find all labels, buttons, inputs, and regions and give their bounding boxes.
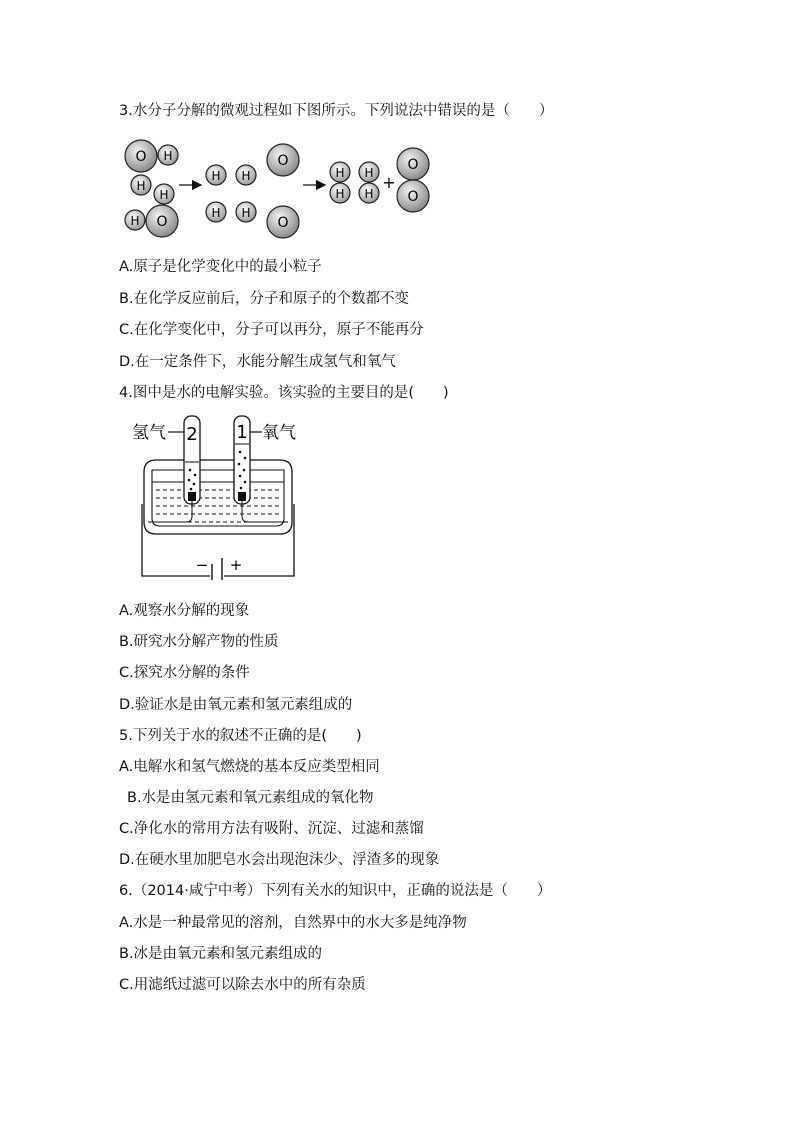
question-6-option-c: C.用滤纸过滤可以除去水中的所有杂质 [119,977,366,993]
negative-sign: − [195,556,209,574]
question-3-option-b: B.在化学反应前后，分子和原子的个数都不变 [119,291,410,307]
atom-label: H [364,187,374,201]
tube-number: 1 [236,422,248,443]
atom-label: H [211,206,221,220]
atom-label: O [156,214,168,230]
question-5-option-d: D.在硬水里加肥皂水会出现泡沫少、浮渣多的现象 [119,852,440,868]
atom-label: O [407,189,419,205]
atom-label: H [241,206,251,220]
atom-label: H [241,169,251,183]
product-molecules [330,148,429,212]
question-5-stem: 5.下列关于水的叙述不正确的是( ) [119,728,362,744]
question-5-option-b: B.水是由氢元素和氧元素组成的氧化物 [127,790,374,806]
question-4-option-c: C.探究水分解的条件 [119,665,250,681]
atom-label: H [136,179,146,193]
molecule-decomposition-figure [119,138,439,240]
electrode [238,492,246,501]
question-6-option-a: A.水是一种最常见的溶剂，自然界中的水大多是纯净物 [119,915,467,931]
atom-label: H [364,166,374,180]
question-4-option-b: B.研究水分解产物的性质 [119,634,279,650]
question-3-option-d: D.在一定条件下，水能分解生成氢气和氧气 [119,354,396,370]
question-3-option-c: C.在化学变化中，分子可以再分，原子不能再分 [119,322,424,338]
positive-sign: + [229,556,243,574]
electrode [188,492,196,501]
question-3-stem: 3.水分子分解的微观过程如下图所示。下列说法中错误的是（ ） [119,103,554,119]
water-molecules [125,140,178,237]
atom-label: H [335,187,345,201]
water-hatching [156,490,280,522]
question-4-option-a: A.观察水分解的现象 [119,603,250,619]
atom-label: H [163,149,173,163]
electrolysis-apparatus-figure [128,412,300,580]
atom-label: O [135,149,147,165]
water-trough [144,460,292,534]
question-5-option-a: A.电解水和氢气燃烧的基本反应类型相同 [119,759,380,775]
question-6-option-b: B.冰是由氧元素和氢元素组成的 [119,946,323,962]
tube-number: 2 [186,424,198,445]
question-5-option-c: C.净化水的常用方法有吸附、沉淀、过滤和蒸馏 [119,821,424,837]
atom-label: H [159,188,169,202]
plus-sign: + [382,173,396,192]
atom-label: H [130,214,140,228]
atom-label: O [407,157,419,173]
question-6-stem: 6.（2014·咸宁中考）下列有关水的知识中，正确的说法是（ ） [119,883,552,899]
question-3-option-a: A.原子是化学变化中的最小粒子 [119,259,322,275]
wire [148,501,192,522]
atom-label: H [335,166,345,180]
atom-label: O [277,215,289,231]
question-4-stem: 4.图中是水的电解实验。该实验的主要目的是( ) [119,385,449,401]
wire [242,501,288,522]
atom-label: O [277,153,289,169]
separated-atoms [206,144,299,238]
question-4-option-d: D.验证水是由氧元素和氢元素组成的 [119,697,353,713]
atom-label: H [211,169,221,183]
oxygen-label: 氧气 [262,423,296,443]
hydrogen-label: 氢气 [132,423,166,443]
